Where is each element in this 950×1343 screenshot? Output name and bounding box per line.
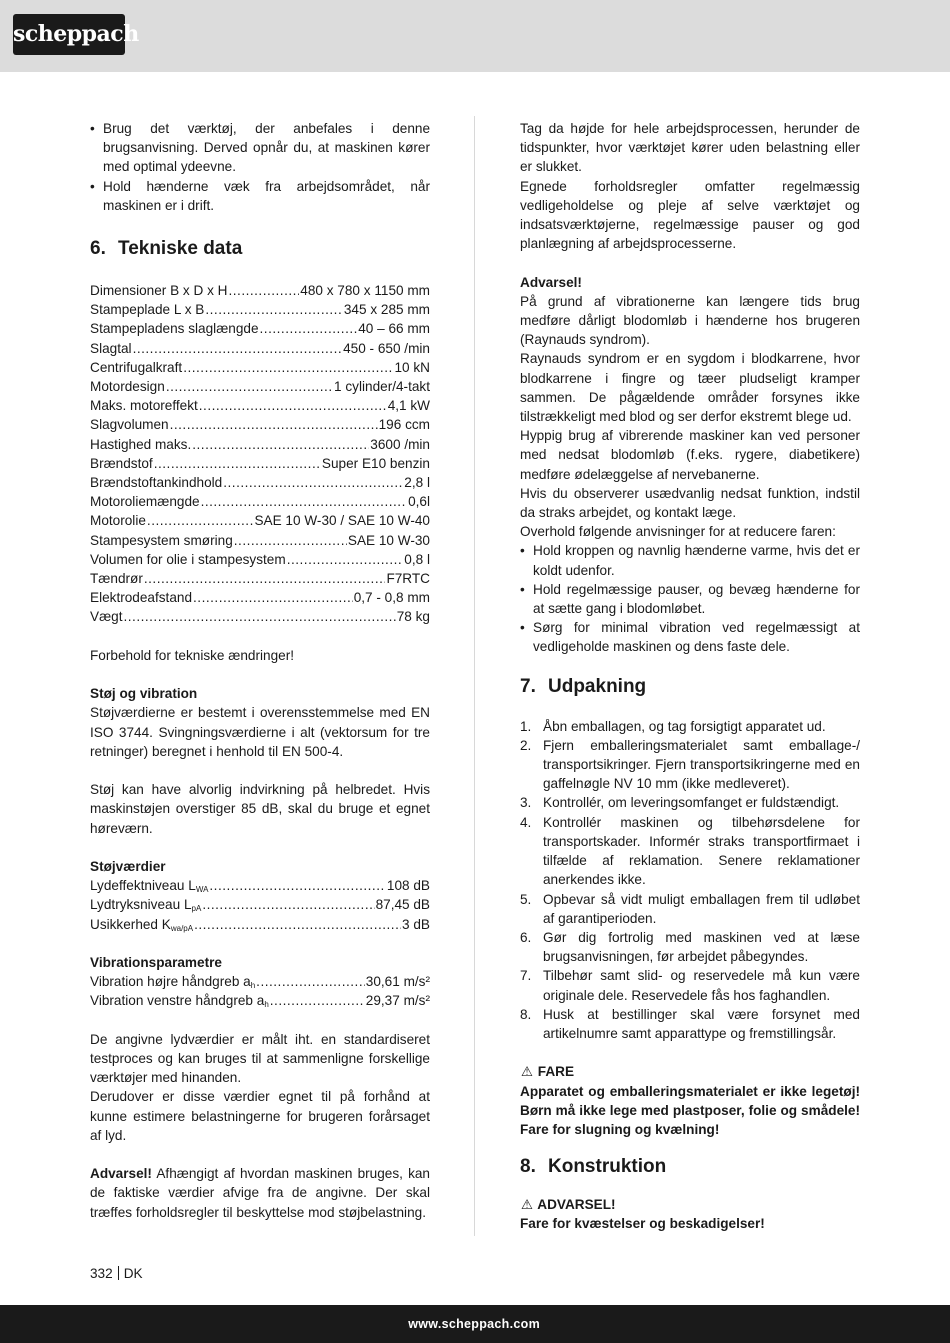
- spec-row: [90, 358, 430, 377]
- leader-dots: [194, 915, 401, 934]
- leader-dots: [192, 435, 369, 454]
- spec-label: Motordesign: [90, 379, 165, 395]
- vibration-values-list: [90, 972, 430, 1010]
- spec-label: Vægt: [90, 609, 123, 625]
- leader-dots: [223, 473, 403, 492]
- spec-value: 0,7 - 0,8 mm: [353, 590, 430, 606]
- spec-value: 3600 /min: [370, 436, 430, 452]
- noise-values-heading: Støjværdier: [90, 859, 166, 875]
- spec-value: Super E10 benzin: [321, 455, 430, 471]
- warning-text-1: På grund af vibrationerne kan længere tids brug medføre dårligt blodomløb i hænderne hos brugeren (Raynauds syndrom).: [520, 293, 860, 348]
- spec-label: Tændrør: [90, 571, 143, 587]
- warning-text-3: Hyppig brug af vibrerende maskiner kan ved personer med nedsat blodomløb (f.eks. rygere, diabetikere) medføre ødelæggelse af nervebanerne.: [520, 428, 860, 482]
- declared-values-text: De angivne lydværdier er målt iht. en standardiseret testproces og kan bruges til at sammenligne forskellige værktøjer med hinanden.: [90, 1031, 430, 1086]
- spec-value: 196 ccm: [378, 417, 430, 433]
- spec-value: 2,8 l: [404, 475, 430, 491]
- left-column: [90, 119, 430, 1222]
- website-link[interactable]: www.scheppach.com: [408, 1317, 540, 1331]
- page-number: 332 DK: [90, 1266, 143, 1281]
- leader-dots: [170, 415, 378, 434]
- spec-label: Vibration højre håndgreb $a_h$: [90, 974, 256, 991]
- list-item: 3. Kontrollér, om leveringsomfanget er fuldstændigt.: [520, 795, 840, 811]
- section-heading-unpacking: 7. Udpakning: [520, 675, 647, 697]
- spec-value: SAE 10 W-30: [347, 532, 430, 548]
- list-item: 6. Gør dig fortrolig med maskinen ved at læse brugsanvisningen, før arbejdet påbegyndes.: [520, 929, 860, 965]
- spec-row: [90, 435, 430, 454]
- spec-value: 345 x 285 mm: [343, 302, 430, 318]
- leader-dots: [154, 454, 321, 473]
- spec-value: SAE 10 W-30 / SAE 10 W-40: [254, 513, 430, 529]
- noise-text: Støjværdierne er bestemt i overensstemmelse med EN ISO 3744. Svingningsværdierne i alt (vektorsum for tre retninger) beregnet i henhold til EN 500-4.: [90, 705, 430, 759]
- spec-row: [90, 569, 430, 588]
- spec-label: Lydeffektniveau $L_{WA}$: [90, 878, 209, 895]
- spec-row: [90, 339, 430, 358]
- intro-bullet-list: [90, 119, 430, 215]
- right-column: [520, 119, 860, 1234]
- spec-value: 87,45 dB: [375, 897, 430, 913]
- list-item: 8. Husk at bestillinger skal være forsynet med artikelnumre samt apparattype og fremstillingsår.: [520, 1006, 860, 1041]
- leader-dots: [209, 876, 386, 895]
- leader-dots: [256, 972, 365, 991]
- spec-label: Motoroliemængde: [90, 494, 200, 510]
- right-para-1: Tag da højde for hele arbejdsprocessen, herunder de tidspunkter, hvor værktøjet kører uden belastning eller er slukket.: [520, 121, 860, 175]
- list-item: 5. Opbevar så vidt muligt emballagen frem til udløbet af garantiperioden.: [520, 891, 860, 926]
- spec-row: [90, 895, 430, 914]
- spec-value: F7RTC: [386, 571, 430, 587]
- leader-dots: [193, 588, 353, 607]
- spec-label: Slagtal: [90, 340, 132, 356]
- spec-value: 30,61 m/s²: [365, 974, 430, 990]
- header-bar: [0, 0, 950, 72]
- spec-label: Elektrodeafstand: [90, 590, 193, 606]
- spec-row: [90, 492, 430, 511]
- list-item: 2. Fjern emballeringsmaterialet samt emballage-/ transportsikringer. Fjern transportsikringerne med en gaffelnøgle NV 10 mm (ikke medleveret).: [520, 737, 860, 792]
- spec-row: [90, 454, 430, 473]
- warning-triangle-icon: ⚠: [520, 1197, 534, 1213]
- spec-value: 29,37 m/s²: [365, 993, 430, 1009]
- spec-label: Lydtryksniveau $L_{pA}$: [90, 897, 202, 914]
- right-para-2: Egnede forholdsregler omfatter regelmæssig vedligeholdelse og pleje af selve værktøjet og indsatsværktøjerne, regelmæssige pauser og god planlægning af arbejdsprocesserne.: [520, 178, 860, 252]
- leader-dots: [144, 569, 386, 588]
- danger-text: Apparatet og emballeringsmaterialet er ikke legetøj! Børn må ikke lege med plastposer, folie og smådele! Fare for slugning og kvælning!: [520, 1083, 860, 1137]
- spec-row: [90, 511, 430, 530]
- spec-label: Slagvolumen: [90, 417, 169, 433]
- spec-value: 3 dB: [402, 916, 430, 932]
- spec-value: 480 x 780 x 1150 mm: [300, 283, 430, 299]
- section-heading-technical-data: 6. Tekniske data: [90, 238, 243, 260]
- leader-dots: [202, 895, 374, 914]
- noise-health-text: Støj kan have alvorlig indvirkning på helbredet. Hvis maskinstøjen overstiger 85 dB, skal du bruge et egnet høreværn.: [90, 782, 430, 836]
- caution-text: Fare for kvæstelser og beskadigelser!: [520, 1216, 765, 1232]
- spec-row: [90, 607, 430, 626]
- leader-dots: [201, 492, 408, 511]
- vibration-heading: Vibrationsparametre: [90, 955, 222, 971]
- spec-row: [90, 991, 430, 1010]
- leader-dots: [205, 300, 343, 319]
- spec-value: 40 – 66 mm: [358, 321, 430, 337]
- spec-label: Usikkerhed $K_{wa/pA}$: [90, 916, 194, 933]
- warning-triangle-icon: ⚠: [520, 1064, 534, 1080]
- spec-label: Stampesystem smøring: [90, 532, 233, 548]
- spec-row: [90, 915, 430, 934]
- leader-dots: [133, 339, 343, 358]
- list-item: 1. Åbn emballagen, og tag forsigtigt apparatet ud.: [520, 718, 826, 734]
- spec-row: [90, 972, 430, 991]
- declared-values-text-2: Derudover er disse værdier egnet til på forhånd at kunne estimere belastningerne for brugeren forårsaget af lyd.: [90, 1089, 430, 1143]
- spec-row: [90, 876, 430, 895]
- list-item: 7. Tilbehør samt slid- og reservedele må kun være originale dele. Reservedele fås hos faghandlen.: [520, 968, 860, 1003]
- spec-row: [90, 588, 430, 607]
- warning-bullet-list: [520, 541, 860, 656]
- leader-dots: [228, 281, 299, 300]
- spec-row: [90, 550, 430, 569]
- spec-value: 1 cylinder/4-takt: [334, 379, 430, 395]
- warning-text-2: Raynauds syndrom er en sygdom i blodkarrene, hvor blodkarrene i fingre og tæer pludseligt kramper sammen. De pågældende områder forsynes ikke tilstrækkeligt med blod og ser derfor ekstremt blege ud.: [520, 351, 860, 425]
- spec-label: Dimensioner B x D x H: [90, 283, 228, 299]
- spec-row: [90, 300, 430, 319]
- noise-values-list: [90, 876, 430, 934]
- footer-bar: [0, 1305, 950, 1343]
- spec-value: 4,1 kW: [387, 398, 430, 414]
- list-item: 4. Kontrollér maskinen og tilbehørsdelene for transportskader. Informér straks transportfirmaet i tilfælde af reklamation. Senere reklamationer anerkendes ikke.: [520, 814, 860, 888]
- leader-dots: [260, 319, 358, 338]
- spec-label: Stampeplade L x B: [90, 302, 205, 318]
- column-divider: [474, 116, 475, 1236]
- leader-dots: [199, 396, 387, 415]
- noise-heading: Støj og vibration: [90, 686, 198, 702]
- spec-value: 0,8 l: [404, 551, 430, 567]
- leader-dots: [270, 991, 365, 1010]
- list-item: • Hold hænderne væk fra arbejdsområdet, når maskinen er i drift.: [90, 177, 430, 215]
- spec-row: [90, 377, 430, 396]
- spec-label: Stampepladens slaglængde: [90, 321, 259, 337]
- brand-logo: scheppach: [13, 14, 125, 55]
- section-heading-construction: 8. Konstruktion: [520, 1156, 667, 1178]
- leader-dots: [234, 531, 347, 550]
- spec-row: [90, 396, 430, 415]
- leader-dots: [287, 550, 404, 569]
- spec-label: Motorolie: [90, 513, 146, 529]
- reservation-note: Forbehold for tekniske ændringer!: [90, 647, 295, 663]
- noise-warning: Advarsel! Afhængigt af hvordan maskinen bruges, kan de faktiske værdier afvige fra de angivne. Der skal træffes forholdsregler til beskyttelse mod støjbelastning.: [90, 1166, 430, 1220]
- list-item: • Hold kroppen og navnlig hænderne varme, hvis det er koldt udenfor.: [520, 541, 860, 579]
- spec-value: 108 dB: [386, 878, 430, 894]
- spec-label: Hastighed maks.: [90, 436, 192, 452]
- caution-heading: ⚠ ADVARSEL!: [520, 1195, 860, 1214]
- leader-dots: [166, 377, 333, 396]
- spec-row: [90, 281, 430, 300]
- spec-label: Brændstoftankindhold: [90, 475, 223, 491]
- spec-value: 0,6l: [408, 494, 430, 510]
- list-item: • Sørg for minimal vibration ved regelmæssigt at vedligeholde maskinen og dens faste dele.: [520, 618, 860, 656]
- spec-list: [90, 281, 430, 627]
- leader-dots: [183, 358, 393, 377]
- spec-label: Brændstof: [90, 455, 153, 471]
- vibration-warning-heading: Advarsel!: [520, 274, 582, 290]
- leader-dots: [124, 607, 396, 626]
- spec-row: [90, 531, 430, 550]
- spec-value: 10 kN: [394, 359, 430, 375]
- unpacking-steps: [520, 717, 860, 1043]
- leader-dots: [147, 511, 254, 530]
- list-item: • Brug det værktøj, der anbefales i denne brugsanvisning. Derved opnår du, at maskinen kører med optimal ydeevne.: [90, 119, 430, 177]
- spec-label: Vibration venstre håndgreb $a_h$: [90, 993, 269, 1010]
- warning-text-4: Hvis du observerer usædvanlig nedsat funktion, indstil da straks arbejdet, og kontakt læge.: [520, 485, 860, 521]
- danger-heading: ⚠ FARE: [520, 1062, 860, 1081]
- list-item: • Hold regelmæssige pauser, og bevæg hænderne for at sætte gang i blodomløbet.: [520, 580, 860, 618]
- spec-row: [90, 319, 430, 338]
- spec-value: 78 kg: [396, 609, 430, 625]
- spec-label: Maks. motoreffekt: [90, 398, 198, 414]
- spec-label: Volumen for olie i stampesystem: [90, 551, 286, 567]
- spec-label: Centrifugalkraft: [90, 359, 183, 375]
- spec-row: [90, 473, 430, 492]
- warning-text-5: Overhold følgende anvisninger for at reducere faren:: [520, 524, 836, 540]
- spec-value: 450 - 650 /min: [343, 340, 430, 356]
- spec-row: [90, 415, 430, 434]
